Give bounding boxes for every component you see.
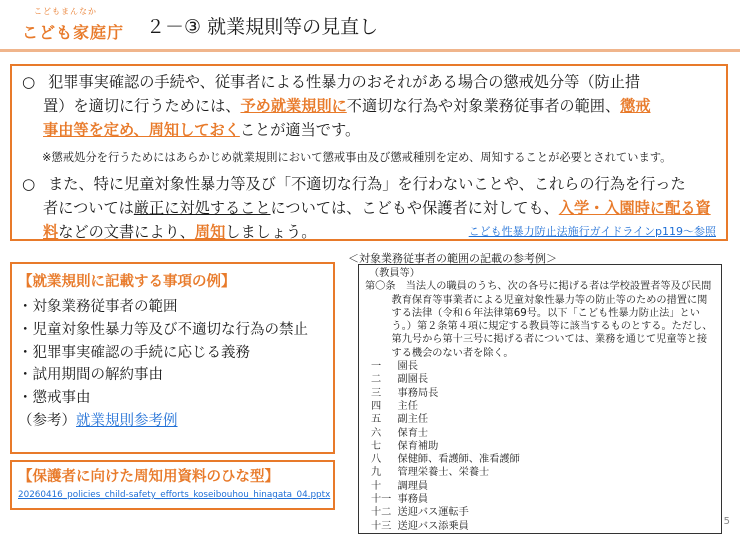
list-item: ・児童対象性暴力等及び不適切な行為の禁止: [18, 321, 308, 338]
p1-emphasis-3: 事由等を定め、周知しておく: [43, 121, 240, 139]
bullet-circle: ○: [22, 175, 36, 193]
list-item: [365, 400, 715, 413]
list-item: [365, 427, 715, 440]
item-label: 保育補助: [397, 440, 439, 452]
item-label: 送迎バス添乗員: [397, 520, 469, 532]
work-rules-example-link[interactable]: 就業規則参考例: [76, 412, 178, 429]
item-number: 四: [371, 400, 382, 412]
item-number: 三: [371, 387, 382, 399]
example-text-box: [358, 264, 722, 534]
item-number: 十二: [371, 507, 392, 519]
p2-emphasis-4: 周知: [194, 223, 226, 241]
bullet-circle: ○: [22, 73, 36, 91]
item-number: 十: [371, 480, 382, 492]
item-number: 七: [371, 440, 382, 452]
paragraph-1-line-3: [43, 118, 360, 142]
p2-text-2: 者については: [43, 199, 134, 217]
list-item: [365, 453, 715, 466]
p2-emphasis-1: 厳正に対処すること: [133, 199, 271, 217]
list-item: [365, 360, 715, 373]
list-item: [365, 387, 715, 400]
example-article: 第〇条 当法人の職員のうち、次の各号に掲げる者は学校設置者等及び民間教育保育等事業者による児童対象性暴力等の防止等のための措置に関する法律（令和６年法律第69号。以下「こども性暴力防止法」という。）第２条第４項に規定する教員等に該当するものとする。ただし、第九号から第十三号に掲げる者については、業務を通じて児童等と接する機会のない者を除く。: [365, 281, 713, 359]
paragraph-1-line-2: [43, 94, 651, 118]
item-label: 事務局長: [397, 387, 439, 399]
item-number: 九: [371, 467, 382, 479]
header-divider: [0, 49, 740, 52]
paragraph-1: [22, 70, 640, 94]
item-label: 園長: [397, 361, 418, 373]
list-item: [365, 480, 715, 493]
list-item: [365, 493, 715, 506]
item-label: 送迎バス運転手: [397, 507, 469, 519]
p2-emphasis-3: 料: [43, 223, 59, 241]
guideline-reference-link[interactable]: こども性暴力防止法施行ガイドラインp119～参照: [468, 225, 716, 238]
item-number: 十三: [371, 520, 392, 532]
main-notice-box: [10, 64, 728, 241]
list-item: [365, 466, 715, 479]
p2-emphasis-2: 入学・入園時に配る資: [558, 199, 711, 217]
reference-label: （参考）: [18, 412, 76, 429]
p2-text-5: しましょう。: [225, 223, 317, 241]
item-number: 一: [371, 361, 382, 373]
item-number: 五: [371, 414, 382, 426]
p1-text-2: 置）を適切に行うためには、: [43, 97, 241, 115]
disciplinary-note: ※懲戒処分を行うためにはあらかじめ就業規則において懲戒事由及び懲戒種別を定め、周知することが必要とされています。: [42, 151, 672, 164]
paragraph-2: [22, 172, 686, 196]
guardian-template-box: [10, 460, 335, 510]
paragraph-2-line-2: [43, 196, 711, 220]
rules-examples-box: [10, 262, 335, 454]
cfa-logo: [8, 4, 126, 54]
template-heading: 【保護者に向けた周知用資料のひな型】: [18, 469, 279, 485]
item-number: 八: [371, 454, 382, 466]
rules-list: [18, 296, 308, 433]
list-item: [365, 440, 715, 453]
list-item: ・懲戒事由: [18, 390, 91, 407]
example-category: （教員等）: [369, 268, 420, 279]
page-number: 5: [723, 516, 730, 527]
item-number: 六: [371, 427, 382, 439]
list-item: [365, 373, 715, 386]
p1-text-3: 不適切な行為や対象業務従事者の範囲、: [346, 97, 621, 115]
item-number: 十一: [371, 494, 392, 506]
item-label: 調理員: [397, 480, 429, 492]
p1-text-4: ことが適当です。: [239, 121, 361, 139]
list-item: ・犯罪事実確認の手続に応じる義務: [18, 344, 250, 361]
item-label: 保育士: [397, 427, 429, 439]
p1-emphasis-2: 懲戒: [620, 97, 651, 115]
p2-text-4: などの文書により、: [58, 223, 195, 241]
item-label: 保健師、看護師、准看護師: [397, 454, 520, 466]
rules-heading: 【就業規則に記載する事項の例】: [18, 274, 236, 290]
p1-emphasis-1: 予め就業規則に: [240, 97, 347, 115]
item-label: 主任: [397, 400, 418, 412]
item-number: 二: [371, 374, 382, 386]
p2-text-1: また、特に児童対象性暴力等及び「不適切な行為」を行わないことや、これらの行為を行った: [48, 175, 686, 193]
list-item: ・試用期間の解約事由: [18, 367, 163, 384]
logo-wordmark: こども家庭庁: [22, 23, 125, 42]
list-item: [365, 413, 715, 426]
example-item-list: [365, 360, 715, 533]
logo-tagline: こどもまんなか: [34, 7, 97, 16]
list-item: ・対象業務従事者の範囲: [18, 299, 178, 315]
template-file-link[interactable]: 20260416_policies_child-safety_efforts_koseibouhou_hinagata_04.pptx: [18, 490, 331, 500]
page-title: ２－③ 就業規則等の見直し: [146, 16, 379, 38]
list-item: [365, 520, 715, 533]
p2-text-3: については、こどもや保護者に対しても、: [270, 199, 559, 217]
item-label: 副主任: [397, 414, 429, 426]
p1-text-1: 犯罪事実確認の手続や、従事者による性暴力のおそれがある場合の懲戒処分等（防止措: [48, 73, 641, 91]
item-label: 事務員: [397, 494, 429, 506]
item-label: 管理栄養士、栄養士: [397, 467, 490, 479]
item-label: 副園長: [397, 374, 429, 386]
reference-row: [18, 410, 308, 433]
example-caption: ＜対象業務従事者の範囲の記載の参考例＞: [348, 252, 557, 265]
list-item: [365, 506, 715, 519]
paragraph-2-line-3: [43, 220, 316, 244]
